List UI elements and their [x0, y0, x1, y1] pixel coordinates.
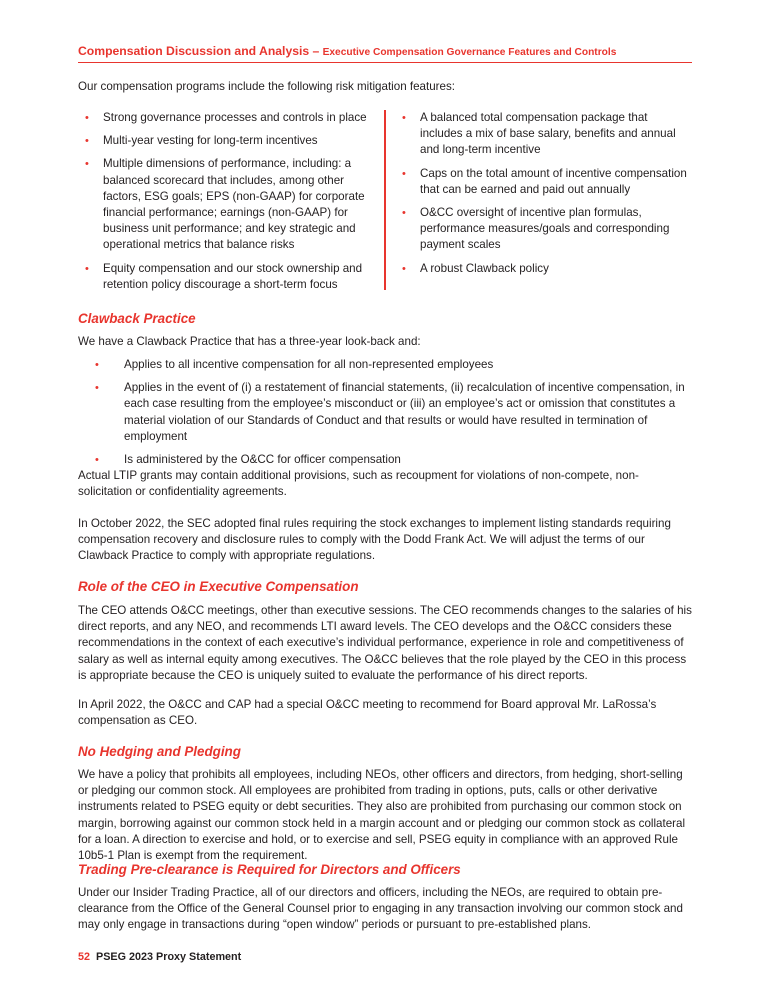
- ceo-compensation-paragraph: In April 2022, the O&CC and CAP had a special O&CC meeting to recommend for Board approval Mr. LaRossa’s compensation as CEO.: [78, 698, 657, 728]
- list-item: • Equity compensation and our stock ownership and retention policy discourage a short-term focus: [85, 261, 363, 291]
- bullet-icon: •: [85, 135, 89, 148]
- bullet-icon: •: [402, 207, 406, 220]
- bullet-icon: •: [402, 262, 406, 275]
- bullet-icon: •: [95, 359, 99, 371]
- list-item: • Strong governance processes and controls in place: [78, 110, 374, 126]
- clawback-list: [78, 357, 692, 475]
- page-header: [78, 43, 692, 63]
- hedging-paragraph: We have a policy that prohibits all employees, including NEOs, other officers and directors, from hedging, short-selling or pledging our common stock. All employees are prohibited from trading in options, puts, calls or other derivative instruments related to PSEG equity or debt securities. They also are prohibited from purchasing our common stock on margin, borrowing against our common stock held in a margin account and or pledging our common stock as collateral for a loan. A direction to exercise and hold, or to exercise and sell, PSEG equity in compliance with an approved Rule 10b5-1 Plan is exempt from the requirement.: [78, 768, 686, 863]
- bullet-icon: •: [85, 112, 89, 124]
- trading-paragraph: Under our Insider Trading Practice, all of our directors and officers, including the NEOs, are required to obtain pre-clearance from the Office of the General Counsel prior to engaging in any transaction involving our common stock and may only engage in transactions during “open window” periods or pursuant to pre-established plans.: [78, 886, 683, 932]
- ltip-paragraph: Actual LTIP grants may contain additional provisions, such as recoupment for violations of non-compete, non-solicitation or confidentiality agreements.: [78, 469, 639, 499]
- bullet-icon: •: [95, 382, 99, 395]
- bullet-icon: •: [402, 167, 406, 180]
- bullet-icon: •: [85, 158, 89, 171]
- list-item: • Caps on the total amount of incentive compensation that can be earned and paid out annually: [402, 166, 687, 196]
- clawback-heading: Clawback Practice: [78, 311, 196, 326]
- ceo-role-paragraph: The CEO attends O&CC meetings, other than executive sessions. The CEO recommends changes to the salaries of his direct reports, and any NEO, and recommends LTI award levels. The CEO develops and the O&CC considers these recommendations in the context of each executive’s individual performance, experience in role and competitiveness of salary as well as internal equity among executives. The O&CC believes that the role played by the CEO in this process is appropriate because the CEO is uniquely suited to evaluate the performance of his direct reports.: [78, 604, 692, 682]
- intro-text: Our compensation programs include the following risk mitigation features:: [78, 80, 455, 93]
- risk-features-columns: [78, 110, 692, 294]
- list-item: • Applies to all incentive compensation for all non-represented employees: [78, 357, 692, 373]
- right-feature-list: [395, 110, 692, 284]
- ceo-role-heading: Role of the CEO in Executive Compensation: [78, 579, 359, 594]
- footer-title: PSEG 2023 Proxy Statement: [96, 951, 242, 963]
- header-subsection-title: Executive Compensation Governance Features and Controls: [322, 47, 617, 58]
- clawback-lead: We have a Clawback Practice that has a three-year look-back and:: [78, 335, 421, 348]
- header-section-title: Compensation Discussion and Analysis –: [78, 44, 320, 58]
- hedging-heading: No Hedging and Pledging: [78, 744, 241, 759]
- list-item: • A robust Clawback policy: [395, 261, 692, 277]
- bullet-icon: •: [95, 454, 99, 467]
- bullet-icon: •: [85, 262, 89, 275]
- page-number: 52: [78, 951, 91, 963]
- list-item: • A balanced total compensation package that includes a mix of base salary, benefits and annual and long-term incentive: [402, 111, 676, 157]
- list-item: • O&CC oversight of incentive plan formulas, performance measures/goals and corresponding payment scales: [402, 206, 670, 252]
- list-item: • Multi-year vesting for long-term incentives: [78, 133, 374, 149]
- bullet-icon: •: [402, 112, 406, 124]
- column-divider: [384, 110, 386, 290]
- page: [78, 0, 692, 1000]
- list-item: • Applies in the event of (i) a restatement of financial statements, (ii) recalculation of incentive compensation, in each case resulting from the employee’s misconduct or (iii) an employee’s act or omission that constitutes a material violation of our Standards of Conduct and that results or would have resulted in termination of employment: [95, 381, 685, 443]
- sec-rules-paragraph: In October 2022, the SEC adopted final rules requiring the stock exchanges to implement listing standards requiring compensation recovery and disclosure rules to comply with the Dodd Frank Act. We will adjust the terms of our Clawback Practice to comply with appropriate regulations.: [78, 517, 671, 563]
- list-item: • Multiple dimensions of performance, including: a balanced scorecard that includes, among other factors, ESG goals; EPS (non-GAAP) for corporate financial performance; earnings (non-GAAP) for business unit performance; and key strategic and operational metrics that balance risks: [85, 157, 365, 252]
- list-item: • Is administered by the O&CC for officer compensation: [78, 452, 692, 468]
- trading-heading: Trading Pre-clearance is Required for Directors and Officers: [78, 862, 461, 877]
- page-footer: [78, 949, 692, 965]
- left-feature-list: [78, 110, 374, 300]
